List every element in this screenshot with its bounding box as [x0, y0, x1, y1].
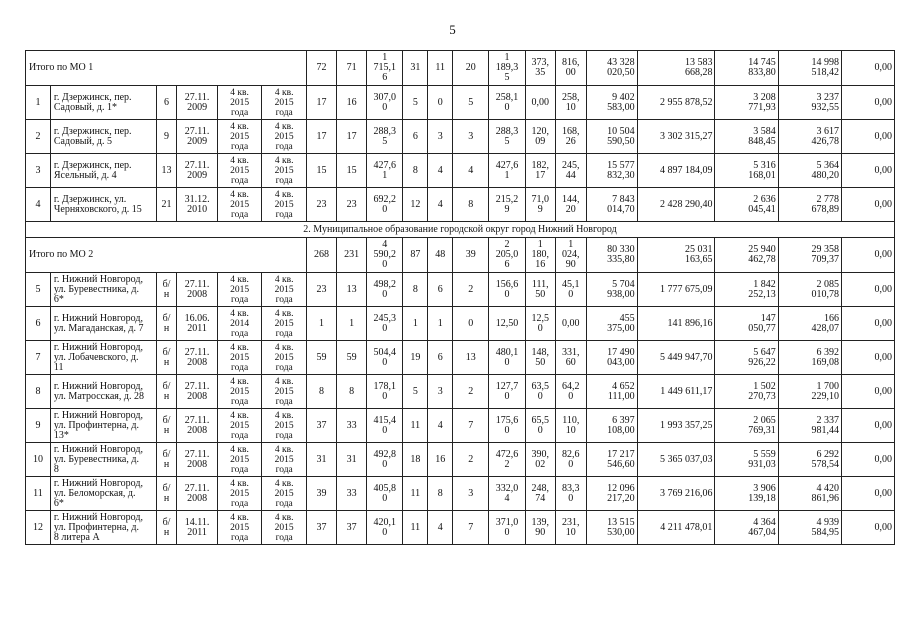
value-cell: 111, 50: [525, 273, 555, 307]
total-label: Итого по МО 2: [26, 238, 307, 273]
total-cell: 0,00: [841, 51, 894, 86]
value-cell: 0,00: [841, 154, 894, 188]
total-cell: 80 330 335,80: [586, 238, 637, 273]
row-number: 11: [26, 477, 51, 511]
value-cell: 5 704 938,00: [586, 273, 637, 307]
value-cell: 141 896,16: [637, 307, 715, 341]
address-cell: г. Нижний Новгород, ул. Матросская, д. 28: [50, 375, 156, 409]
row-number: 1: [26, 86, 51, 120]
row-number: 4: [26, 188, 51, 222]
value-cell: 59: [306, 341, 336, 375]
value-cell: 0: [453, 307, 489, 341]
value-cell: 4: [428, 409, 453, 443]
value-cell: 231, 10: [555, 511, 586, 545]
plan-quarter-cell: 4 кв. 2015 года: [217, 443, 262, 477]
value-cell: 1: [428, 307, 453, 341]
total-cell: 25 031 163,65: [637, 238, 715, 273]
value-cell: 0,00: [841, 188, 894, 222]
plan-quarter-cell: 4 кв. 2015 года: [217, 188, 262, 222]
address-cell: г. Дзержинск, ул. Черняховского, д. 15: [50, 188, 156, 222]
fact-quarter-cell: 4 кв. 2015 года: [262, 188, 307, 222]
value-cell: 16: [337, 86, 367, 120]
value-cell: 59: [337, 341, 367, 375]
value-cell: 15 577 832,30: [586, 154, 637, 188]
value-cell: 9 402 583,00: [586, 86, 637, 120]
fact-quarter-cell: 4 кв. 2015 года: [262, 273, 307, 307]
value-cell: 23: [306, 273, 336, 307]
total-cell: 43 328 020,50: [586, 51, 637, 86]
table-row: [26, 273, 895, 307]
doc-date-cell: 14.11. 2011: [177, 511, 217, 545]
value-cell: 4: [428, 154, 453, 188]
row-number: 9: [26, 409, 51, 443]
value-cell: 0: [428, 86, 453, 120]
value-cell: 6: [428, 273, 453, 307]
plan-quarter-cell: 4 кв. 2015 года: [217, 511, 262, 545]
value-cell: 2: [453, 443, 489, 477]
plan-quarter-cell: 4 кв. 2015 года: [217, 86, 262, 120]
value-cell: 1 842 252,13: [715, 273, 778, 307]
section-title: 2. Муниципальное образование городской округ город Нижний Новгород: [26, 222, 895, 238]
address-cell: г. Нижний Новгород, ул. Профинтерна, д. 8 литера А: [50, 511, 156, 545]
value-cell: 6: [403, 120, 428, 154]
value-cell: 3: [453, 120, 489, 154]
doc-number-cell: 21: [156, 188, 177, 222]
value-cell: 12,5 0: [525, 307, 555, 341]
value-cell: 504,4 0: [367, 341, 403, 375]
plan-quarter-cell: 4 кв. 2015 года: [217, 154, 262, 188]
value-cell: 2 955 878,52: [637, 86, 715, 120]
value-cell: 492,8 0: [367, 443, 403, 477]
value-cell: 3 237 932,55: [778, 86, 841, 120]
value-cell: 182, 17: [525, 154, 555, 188]
value-cell: 39: [306, 477, 336, 511]
value-cell: 31: [306, 443, 336, 477]
value-cell: 0,00: [841, 307, 894, 341]
value-cell: 7: [453, 511, 489, 545]
address-cell: г. Нижний Новгород, ул. Буревестника, д. 8: [50, 443, 156, 477]
value-cell: 166 428,07: [778, 307, 841, 341]
doc-date-cell: 27.11. 2008: [177, 273, 217, 307]
value-cell: 8: [428, 477, 453, 511]
value-cell: 2 428 290,40: [637, 188, 715, 222]
fact-quarter-cell: 4 кв. 2015 года: [262, 341, 307, 375]
row-number: 2: [26, 120, 51, 154]
value-cell: 4 364 467,04: [715, 511, 778, 545]
row-number: 3: [26, 154, 51, 188]
doc-number-cell: б/ н: [156, 443, 177, 477]
total-cell: 20: [453, 51, 489, 86]
value-cell: 178,1 0: [367, 375, 403, 409]
total-cell: 1 024, 90: [555, 238, 586, 273]
value-cell: 1: [306, 307, 336, 341]
value-cell: 4: [428, 511, 453, 545]
value-cell: 17 490 043,00: [586, 341, 637, 375]
total-cell: 11: [428, 51, 453, 86]
total-cell: 4 590,2 0: [367, 238, 403, 273]
value-cell: 5 364 480,20: [778, 154, 841, 188]
value-cell: 31: [337, 443, 367, 477]
doc-number-cell: б/ н: [156, 511, 177, 545]
fact-quarter-cell: 4 кв. 2015 года: [262, 409, 307, 443]
value-cell: 1: [337, 307, 367, 341]
value-cell: 2: [453, 375, 489, 409]
value-cell: 23: [306, 188, 336, 222]
row-number: 12: [26, 511, 51, 545]
resettlement-table: [25, 50, 895, 545]
value-cell: 17 217 546,60: [586, 443, 637, 477]
value-cell: 405,8 0: [367, 477, 403, 511]
doc-date-cell: 27.11. 2008: [177, 341, 217, 375]
value-cell: 0,00: [841, 511, 894, 545]
address-cell: г. Нижний Новгород, ул. Профинтерна, д. 13*: [50, 409, 156, 443]
value-cell: 37: [306, 511, 336, 545]
fact-quarter-cell: 4 кв. 2015 года: [262, 86, 307, 120]
value-cell: 17: [306, 86, 336, 120]
value-cell: 5 449 947,70: [637, 341, 715, 375]
total-cell: 1 180, 16: [525, 238, 555, 273]
value-cell: 168, 26: [555, 120, 586, 154]
total-cell: 14 745 833,80: [715, 51, 778, 86]
value-cell: 258,1 0: [489, 86, 525, 120]
total-cell: 2 205,0 6: [489, 238, 525, 273]
value-cell: 23: [337, 188, 367, 222]
value-cell: 3: [428, 120, 453, 154]
doc-number-cell: 6: [156, 86, 177, 120]
value-cell: 3 302 315,27: [637, 120, 715, 154]
value-cell: 71,0 9: [525, 188, 555, 222]
doc-date-cell: 27.11. 2009: [177, 120, 217, 154]
value-cell: 4 939 584,95: [778, 511, 841, 545]
page-number: 5: [449, 22, 456, 37]
value-cell: 288,3 5: [489, 120, 525, 154]
value-cell: 3: [453, 477, 489, 511]
value-cell: 1: [403, 307, 428, 341]
value-cell: 147 050,77: [715, 307, 778, 341]
value-cell: 12,50: [489, 307, 525, 341]
value-cell: 1 993 357,25: [637, 409, 715, 443]
doc-number-cell: 9: [156, 120, 177, 154]
plan-quarter-cell: 4 кв. 2015 года: [217, 341, 262, 375]
value-cell: 127,7 0: [489, 375, 525, 409]
value-cell: 420,1 0: [367, 511, 403, 545]
value-cell: 2: [453, 273, 489, 307]
value-cell: 215,2 9: [489, 188, 525, 222]
value-cell: 3 769 216,06: [637, 477, 715, 511]
value-cell: 156,6 0: [489, 273, 525, 307]
doc-number-cell: б/ н: [156, 341, 177, 375]
address-cell: г. Дзержинск, пер. Садовый, д. 5: [50, 120, 156, 154]
value-cell: 1 700 229,10: [778, 375, 841, 409]
value-cell: 5 559 931,03: [715, 443, 778, 477]
address-cell: г. Нижний Новгород, ул. Лобачевского, д. 11: [50, 341, 156, 375]
doc-number-cell: б/ н: [156, 477, 177, 511]
total-cell: 72: [306, 51, 336, 86]
value-cell: 0,00: [841, 477, 894, 511]
row-number: 10: [26, 443, 51, 477]
address-cell: г. Дзержинск, пер. Садовый, д. 1*: [50, 86, 156, 120]
fact-quarter-cell: 4 кв. 2015 года: [262, 307, 307, 341]
doc-number-cell: б/ н: [156, 375, 177, 409]
value-cell: 1 502 270,73: [715, 375, 778, 409]
value-cell: 427,6 1: [367, 154, 403, 188]
value-cell: 6: [428, 341, 453, 375]
value-cell: 0,00: [841, 273, 894, 307]
doc-date-cell: 27.11. 2008: [177, 409, 217, 443]
value-cell: 33: [337, 409, 367, 443]
doc-date-cell: 27.11. 2009: [177, 86, 217, 120]
value-cell: 4 211 478,01: [637, 511, 715, 545]
value-cell: 5: [403, 375, 428, 409]
total-cell: 816, 00: [555, 51, 586, 86]
table-row: [26, 86, 895, 120]
value-cell: 0,00: [841, 86, 894, 120]
value-cell: 19: [403, 341, 428, 375]
total-label: Итого по МО 1: [26, 51, 307, 86]
value-cell: 65,5 0: [525, 409, 555, 443]
plan-quarter-cell: 4 кв. 2015 года: [217, 273, 262, 307]
value-cell: 2 065 769,31: [715, 409, 778, 443]
value-cell: 45,1 0: [555, 273, 586, 307]
value-cell: 2 636 045,41: [715, 188, 778, 222]
value-cell: 0,00: [841, 409, 894, 443]
value-cell: 332,0 4: [489, 477, 525, 511]
value-cell: 8: [453, 188, 489, 222]
value-cell: 0,00: [841, 375, 894, 409]
total-cell: 48: [428, 238, 453, 273]
total-cell: 31: [403, 51, 428, 86]
value-cell: 13: [337, 273, 367, 307]
value-cell: 11: [403, 477, 428, 511]
value-cell: 245,3 0: [367, 307, 403, 341]
value-cell: 3 208 771,93: [715, 86, 778, 120]
value-cell: 33: [337, 477, 367, 511]
value-cell: 1 449 611,17: [637, 375, 715, 409]
table-row: [26, 307, 895, 341]
value-cell: 2 778 678,89: [778, 188, 841, 222]
value-cell: 5: [453, 86, 489, 120]
value-cell: 0,00: [525, 86, 555, 120]
row-number: 8: [26, 375, 51, 409]
doc-number-cell: б/ н: [156, 409, 177, 443]
value-cell: 139, 90: [525, 511, 555, 545]
value-cell: 307,0 0: [367, 86, 403, 120]
value-cell: 472,6 2: [489, 443, 525, 477]
value-cell: 4: [453, 154, 489, 188]
value-cell: 692,2 0: [367, 188, 403, 222]
total-cell: 1 715,1 6: [367, 51, 403, 86]
value-cell: 4 652 111,00: [586, 375, 637, 409]
value-cell: 4: [428, 188, 453, 222]
value-cell: 1 777 675,09: [637, 273, 715, 307]
value-cell: 2 337 981,44: [778, 409, 841, 443]
value-cell: 5 316 168,01: [715, 154, 778, 188]
value-cell: 13 515 530,00: [586, 511, 637, 545]
value-cell: 11: [403, 409, 428, 443]
plan-quarter-cell: 4 кв. 2015 года: [217, 409, 262, 443]
value-cell: 248, 74: [525, 477, 555, 511]
table-row: [26, 341, 895, 375]
value-cell: 175,6 0: [489, 409, 525, 443]
value-cell: 12 096 217,20: [586, 477, 637, 511]
doc-number-cell: б/ н: [156, 307, 177, 341]
total-cell: 268: [306, 238, 336, 273]
address-cell: г. Нижний Новгород, ул. Магаданская, д. 7: [50, 307, 156, 341]
row-number: 5: [26, 273, 51, 307]
doc-date-cell: 27.11. 2008: [177, 375, 217, 409]
value-cell: 13: [453, 341, 489, 375]
total-cell: 71: [337, 51, 367, 86]
table-row: [26, 154, 895, 188]
value-cell: 331, 60: [555, 341, 586, 375]
address-cell: г. Дзержинск, пер. Ясельный, д. 4: [50, 154, 156, 188]
value-cell: 37: [337, 511, 367, 545]
address-cell: г. Нижний Новгород, ул. Беломорская, д. 6*: [50, 477, 156, 511]
value-cell: 15: [337, 154, 367, 188]
value-cell: 427,6 1: [489, 154, 525, 188]
value-cell: 2 085 010,78: [778, 273, 841, 307]
value-cell: 10 504 590,50: [586, 120, 637, 154]
table-row: [26, 375, 895, 409]
value-cell: 6 392 169,08: [778, 341, 841, 375]
plan-quarter-cell: 4 кв. 2014 года: [217, 307, 262, 341]
row-number: 6: [26, 307, 51, 341]
total-cell: 87: [403, 238, 428, 273]
value-cell: 3 906 139,18: [715, 477, 778, 511]
value-cell: 371,0 0: [489, 511, 525, 545]
doc-date-cell: 27.11. 2009: [177, 154, 217, 188]
value-cell: 0,00: [555, 307, 586, 341]
value-cell: 8: [403, 154, 428, 188]
fact-quarter-cell: 4 кв. 2015 года: [262, 443, 307, 477]
value-cell: 17: [306, 120, 336, 154]
fact-quarter-cell: 4 кв. 2015 года: [262, 375, 307, 409]
total-cell: 1 189,3 5: [489, 51, 525, 86]
value-cell: 144, 20: [555, 188, 586, 222]
value-cell: 6 397 108,00: [586, 409, 637, 443]
value-cell: 455 375,00: [586, 307, 637, 341]
value-cell: 0,00: [841, 341, 894, 375]
value-cell: 15: [306, 154, 336, 188]
table-row: [26, 120, 895, 154]
doc-number-cell: 13: [156, 154, 177, 188]
table-row: [26, 188, 895, 222]
value-cell: 3 584 848,45: [715, 120, 778, 154]
total-cell: 0,00: [841, 238, 894, 273]
value-cell: 480,1 0: [489, 341, 525, 375]
total-cell: 29 358 709,37: [778, 238, 841, 273]
address-cell: г. Нижний Новгород, ул. Буревестника, д. 6*: [50, 273, 156, 307]
value-cell: 8: [403, 273, 428, 307]
total-cell: 25 940 462,78: [715, 238, 778, 273]
table-row: [26, 409, 895, 443]
value-cell: 16: [428, 443, 453, 477]
value-cell: 288,3 5: [367, 120, 403, 154]
value-cell: 3 617 426,78: [778, 120, 841, 154]
value-cell: 7: [453, 409, 489, 443]
value-cell: 8: [337, 375, 367, 409]
value-cell: 83,3 0: [555, 477, 586, 511]
value-cell: 0,00: [841, 443, 894, 477]
value-cell: 8: [306, 375, 336, 409]
section-header-row: [26, 222, 895, 238]
total-row: [26, 238, 895, 273]
doc-number-cell: б/ н: [156, 273, 177, 307]
value-cell: 11: [403, 511, 428, 545]
total-cell: 231: [337, 238, 367, 273]
value-cell: 37: [306, 409, 336, 443]
total-row: [26, 51, 895, 86]
value-cell: 148, 50: [525, 341, 555, 375]
value-cell: 82,6 0: [555, 443, 586, 477]
doc-date-cell: 27.11. 2008: [177, 443, 217, 477]
total-cell: 373, 35: [525, 51, 555, 86]
value-cell: 12: [403, 188, 428, 222]
value-cell: 64,2 0: [555, 375, 586, 409]
row-number: 7: [26, 341, 51, 375]
total-cell: 39: [453, 238, 489, 273]
fact-quarter-cell: 4 кв. 2015 года: [262, 120, 307, 154]
fact-quarter-cell: 4 кв. 2015 года: [262, 511, 307, 545]
value-cell: 3: [428, 375, 453, 409]
doc-date-cell: 31.12. 2010: [177, 188, 217, 222]
plan-quarter-cell: 4 кв. 2015 года: [217, 120, 262, 154]
table-row: [26, 477, 895, 511]
value-cell: 5 365 037,03: [637, 443, 715, 477]
doc-date-cell: 16.06. 2011: [177, 307, 217, 341]
doc-date-cell: 27.11. 2008: [177, 477, 217, 511]
fact-quarter-cell: 4 кв. 2015 года: [262, 477, 307, 511]
total-cell: 13 583 668,28: [637, 51, 715, 86]
value-cell: 4 897 184,09: [637, 154, 715, 188]
value-cell: 5 647 926,22: [715, 341, 778, 375]
value-cell: 18: [403, 443, 428, 477]
total-cell: 14 998 518,42: [778, 51, 841, 86]
value-cell: 110, 10: [555, 409, 586, 443]
value-cell: 17: [337, 120, 367, 154]
table-row: [26, 443, 895, 477]
value-cell: 63,5 0: [525, 375, 555, 409]
value-cell: 0,00: [841, 120, 894, 154]
plan-quarter-cell: 4 кв. 2015 года: [217, 375, 262, 409]
value-cell: 7 843 014,70: [586, 188, 637, 222]
value-cell: 4 420 861,96: [778, 477, 841, 511]
value-cell: 5: [403, 86, 428, 120]
value-cell: 258, 10: [555, 86, 586, 120]
value-cell: 245, 44: [555, 154, 586, 188]
value-cell: 390, 02: [525, 443, 555, 477]
fact-quarter-cell: 4 кв. 2015 года: [262, 154, 307, 188]
value-cell: 498,2 0: [367, 273, 403, 307]
table-row: [26, 511, 895, 545]
value-cell: 415,4 0: [367, 409, 403, 443]
plan-quarter-cell: 4 кв. 2015 года: [217, 477, 262, 511]
value-cell: 6 292 578,54: [778, 443, 841, 477]
value-cell: 120, 09: [525, 120, 555, 154]
